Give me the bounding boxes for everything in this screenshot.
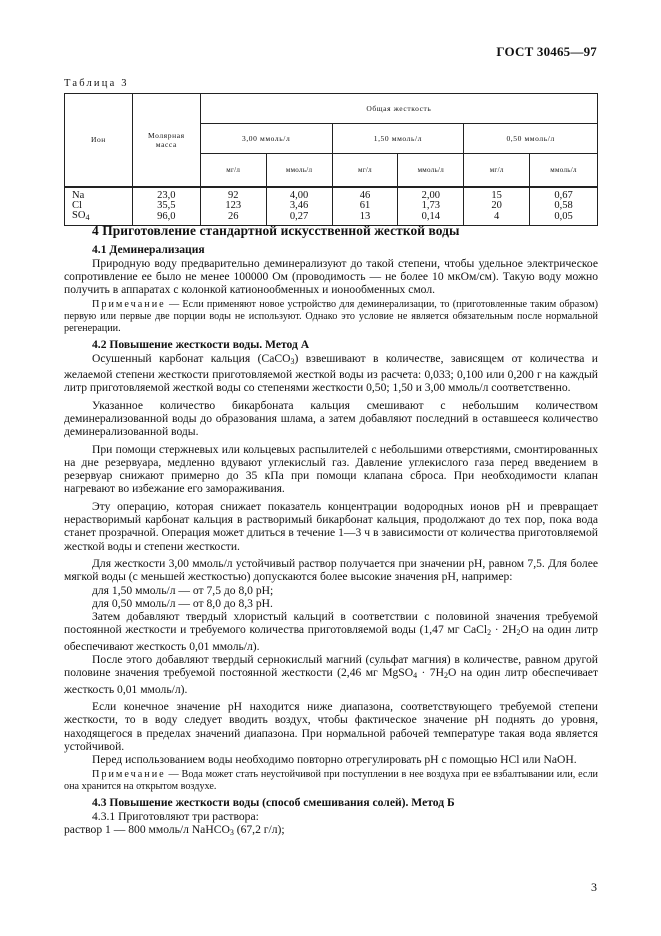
value-cell: 0,58 (530, 201, 598, 211)
standard-header: ГОСТ 30465—97 (496, 44, 597, 59)
value-cell: 0,05 (530, 211, 598, 226)
value-cell: 4 (464, 211, 530, 226)
paragraph: Эту операцию, которая снижает показатель концентрации водородных ионов pH и превращает нерастворимый карбонат кальция в растворимый бикарбонат кальция, продолжают до тех пор, пока вода станет прозрачной. Операция может длиться в течение 1—3 ч в зависимости от количества приготовляемой жесткой воды и степени жесткости. (64, 499, 598, 553)
group-header: 0,50 ммоль/л (464, 124, 598, 154)
value-cell: 61 (332, 201, 398, 211)
group-header: 1,50 ммоль/л (332, 124, 464, 154)
table-row (65, 187, 598, 201)
mass-cell: 23,0 (132, 187, 200, 201)
value-cell: 2,00 (398, 187, 464, 201)
note: Примечание — Вода может стать неустойчивой при поступлении в нее воздуха при ее взбалтывании или, если она хранится на открытом воздухе. (64, 769, 598, 793)
page-number: 3 (591, 880, 597, 894)
value-cell: 92 (200, 187, 266, 201)
paragraph: При помощи стержневых или кольцевых распылителей с небольшими отверстиями, смонтированных на дне резервуара, медленно вдувают углекислый газ. Давление углекислого газа перед введением в резервуар снижают примерно до 35 кПа при помощи клапана сброса. При необходимости клапан нагревают во избежание его замораживания. (64, 442, 598, 496)
col-ion-header: Ион (65, 94, 133, 187)
paragraph: Природную воду предварительно деминерализуют до такой степени, чтобы удельное электрическое сопротивление ее было не менее 100000 Ом (проводимость — не более 10 мкОм/см). Такую воду можно получить в аппаратах с колонкой катионообменных и ионообменных смол. (64, 256, 598, 297)
paragraph: 4.3.1 Приготовляют три раствора: (92, 809, 259, 823)
list-item: раствор 1 — 800 ммоль/л NaHCO$_3$ (67,2 г/л); (64, 822, 285, 837)
mass-cell: 96,0 (132, 211, 200, 226)
subsection-title: 4.3 Повышение жесткости воды (способ смешивания солей). Метод Б (92, 796, 455, 810)
value-cell: 15 (464, 187, 530, 201)
subsection-title: 4.2 Повышение жесткости воды. Метод А (92, 338, 310, 352)
list-item: для 0,50 ммоль/л — от 8,0 до 8,3 pH. (92, 596, 273, 610)
paragraph: Указанное количество бикарбоната кальция смешивают с небольшим количеством деминерализованной воды до образования шлама, а затем добавляют последний в оставшееся количество деминерализованной воды. (64, 398, 598, 439)
subsection-title: 4.1 Деминерализация (92, 243, 205, 257)
unit-header: мг/л (200, 154, 266, 187)
note: Примечание — Если применяют новое устройство для деминерализации, то (приготовленные таким образом) первую или первые две порции воды не используют. Однако это условие не является обязательным после нормальной регенерации. (64, 299, 598, 335)
unit-header: мг/л (332, 154, 398, 187)
table-row (65, 201, 598, 211)
paragraph: Для жесткости 3,00 ммоль/л устойчивый раствор получается при значении pH, равном 7,5. Для более мягкой воды (с меньшей жесткостью) допускаются более высокие значения pH, например: (64, 556, 598, 584)
paragraph: Осушенный карбонат кальция (CaCO$_3$) взвешивают в количестве, зависящем от количества и желаемой степени жесткости приготовляемой жесткой воды из расчета: 0,033; 0,100 или 0,200 г на каждый литр приготовляемой жесткой воды со степенями жесткости 0,50; 1,50 и 3,00 ммоль/л соответственно. (64, 351, 598, 395)
col-molar-header: Молярная масса (132, 94, 200, 187)
section-title: 4 Приготовление стандартной искусственной жесткой воды (92, 223, 460, 238)
value-cell: 123 (200, 201, 266, 211)
ion-cell: Na (65, 187, 133, 201)
value-cell: 13 (332, 211, 398, 226)
value-cell: 20 (464, 201, 530, 211)
list-item: для 1,50 ммоль/л — от 7,5 до 8,0 pH; (92, 583, 274, 597)
paragraph: Затем добавляют твердый хлористый кальций в соответствии с половиной значения требуемой постоянной жесткости и требуемого количества приготовляемой воды (1,47 мг CaCl$_2$ · $2H_2O$ на один литр обеспечивают жесткость 0,01 ммоль/л). (64, 610, 599, 653)
hardness-table (64, 93, 598, 226)
ion-cell: Cl (65, 201, 133, 211)
ion-cell: $SO_4$ (65, 211, 133, 226)
mass-cell: 35,5 (132, 201, 200, 211)
group-header: 3,00 ммоль/л (200, 124, 332, 154)
col-hardness-header: Общая жесткость (200, 94, 597, 124)
table-caption: Таблица 3 (64, 78, 129, 89)
value-cell: 0,27 (266, 211, 332, 226)
value-cell: 0,67 (530, 187, 598, 201)
value-cell: 0,14 (398, 211, 464, 226)
unit-header: мг/л (464, 154, 530, 187)
paragraph: Перед использованием воды необходимо повторно отрегулировать pH с помощью HCl или NaOH. (92, 753, 577, 767)
body-text (64, 224, 598, 839)
unit-header: ммоль/л (530, 154, 598, 187)
value-cell: 4,00 (266, 187, 332, 201)
value-cell: 1,73 (398, 201, 464, 211)
paragraph: Если конечное значение pH находится ниже диапазона, соответствующего требуемой степени жесткости, то в воду следует вводить воздух, чтобы фактическое значение pH поднять до уровня, находящегося в пределах значений диапазона. При нормальной рабочей температуре такая вода является устойчивой. (64, 699, 598, 753)
unit-header: ммоль/л (266, 154, 332, 187)
paragraph: После этого добавляют твердый сернокислый магний (сульфат магния) в количестве, равном другой половине значения требуемой постоянной жесткости (2,46 мг MgSO$_4$ · $7H_2O$ на один литр обеспечивает жесткость 0,01 ммоль/л). (64, 653, 599, 696)
value-cell: 26 (200, 211, 266, 226)
value-cell: 46 (332, 187, 398, 201)
unit-header: ммоль/л (398, 154, 464, 187)
value-cell: 3,46 (266, 201, 332, 211)
